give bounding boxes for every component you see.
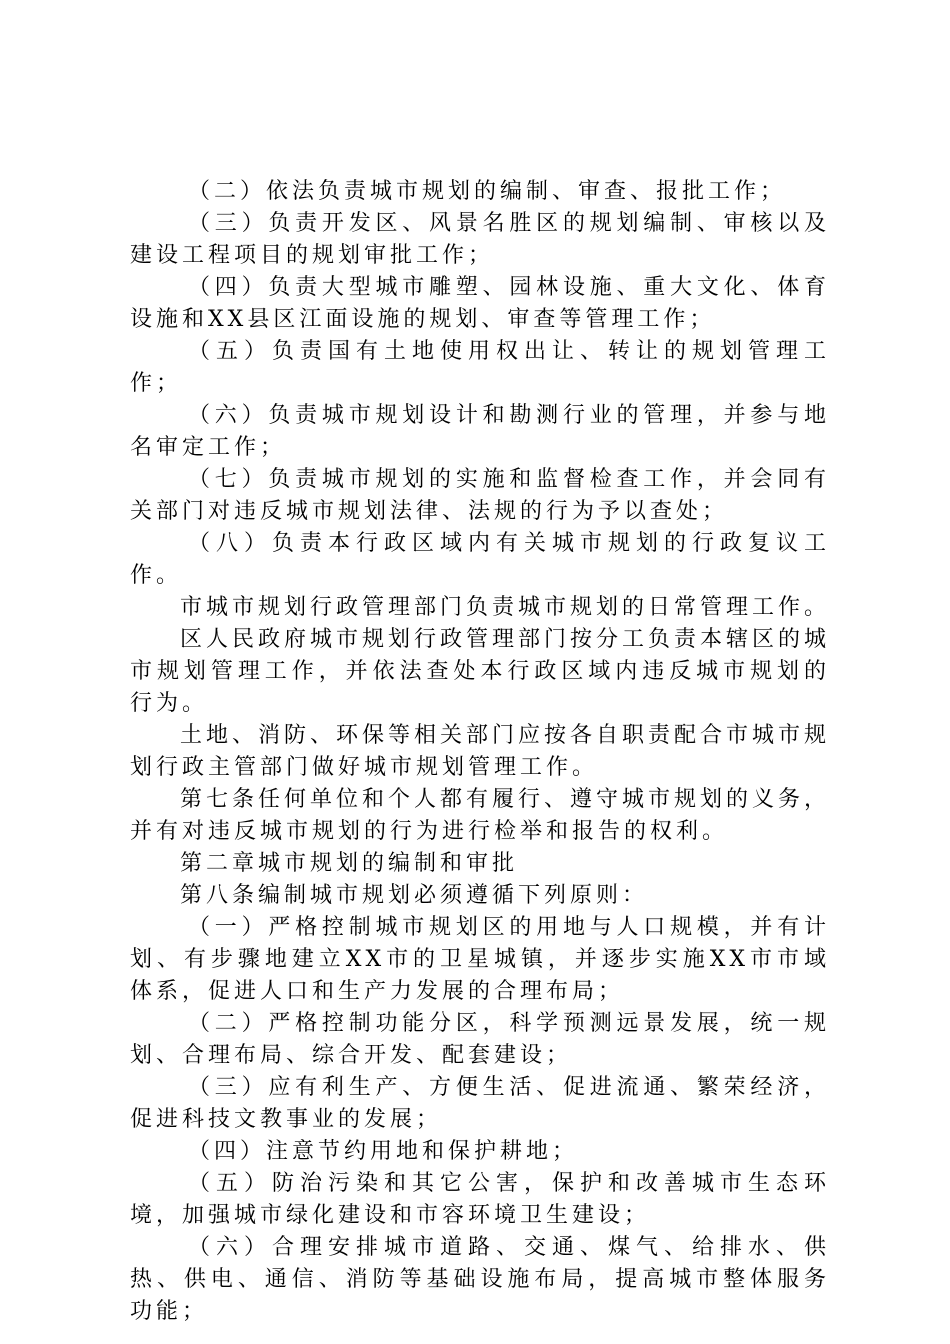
paragraph: （三）应有利生产、方便生活、促进流通、繁荣经济，促进科技文教事业的发展； bbox=[130, 1075, 830, 1132]
paragraph: （四）注意节约用地和保护耕地； bbox=[188, 1139, 579, 1164]
paragraph: （五）防治污染和其它公害，保护和改善城市生态环境，加强城市绿化建设和市容环境卫生建设； bbox=[130, 1171, 830, 1228]
paragraph: （一）严格控制城市规划区的用地与人口规模，并有计划、有步骤地建立XX市的卫星城镇，并逐步实施XX市市域体系，促进人口和生产力发展的合理布局； bbox=[130, 915, 830, 1004]
paragraph: （八）负责本行政区域内有关城市规划的行政复议工作。 bbox=[130, 531, 830, 588]
chapter-heading: 第二章城市规划的编制和审批 bbox=[180, 851, 519, 876]
paragraph: （七）负责城市规划的实施和监督检查工作，并会同有关部门对违反城市规划法律、法规的行为予以查处； bbox=[130, 467, 830, 524]
paragraph: （二）严格控制功能分区，科学预测远景发展，统一规划、合理布局、综合开发、配套建设； bbox=[130, 1011, 830, 1068]
paragraph: 市城市规划行政管理部门负责城市规划的日常管理工作。 bbox=[180, 595, 831, 620]
paragraph: （四）负责大型城市雕塑、园林设施、重大文化、体育设施和XX县区江面设施的规划、审查等管理工作； bbox=[130, 275, 830, 332]
article-paragraph: 第八条编制城市规划必须遵循下列原则： bbox=[180, 883, 649, 908]
paragraph: （五）负责国有土地使用权出让、转让的规划管理工作； bbox=[130, 339, 830, 396]
paragraph: 土地、消防、环保等相关部门应按各自职责配合市城市规划行政主管部门做好城市规划管理工作。 bbox=[130, 723, 831, 780]
paragraph: （六）合理安排城市道路、交通、煤气、给排水、供热、供电、通信、消防等基础设施布局，提高城市整体服务功能； bbox=[130, 1235, 830, 1324]
paragraph: 区人民政府城市规划行政管理部门按分工负责本辖区的城市规划管理工作，并依法查处本行政区域内违反城市规划的行为。 bbox=[130, 627, 831, 716]
article-paragraph: 第七条任何单位和个人都有履行、遵守城市规划的义务，并有对违反城市规划的行为进行检举和报告的权利。 bbox=[130, 787, 831, 844]
paragraph: （三）负责开发区、风景名胜区的规划编制、审核以及建设工程项目的规划审批工作； bbox=[130, 211, 830, 268]
document-body bbox=[130, 176, 830, 1328]
paragraph: （二）依法负责城市规划的编制、审查、报批工作； bbox=[188, 179, 787, 204]
paragraph: （六）负责城市规划设计和勘测行业的管理，并参与地名审定工作； bbox=[130, 403, 830, 460]
